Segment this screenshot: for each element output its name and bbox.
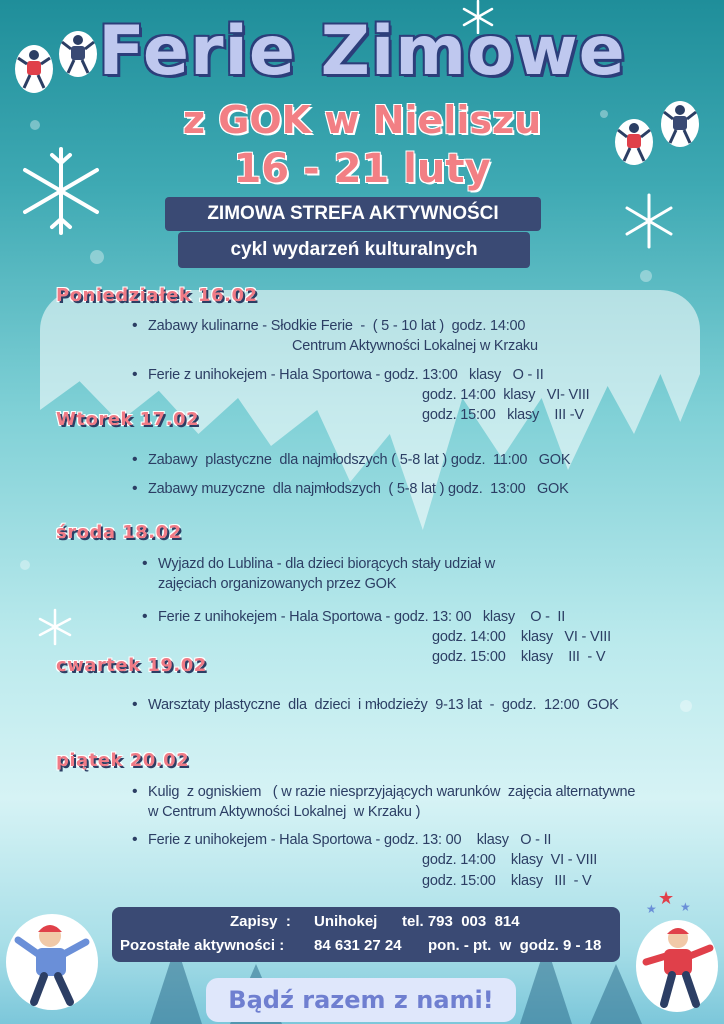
- schedule-item: • Warsztaty plastyczne dla dzieci i młodzieży 9-13 lat - godz. 12:00 GOK: [148, 697, 619, 713]
- banner-event-series: cykl wydarzeń kulturalnych: [178, 232, 530, 268]
- other-activities-phone[interactable]: 84 631 27 24: [314, 937, 402, 954]
- registration-label: Zapisy :: [230, 913, 291, 930]
- day-heading-monday: Poniedziałek 16.02: [56, 285, 258, 306]
- schedule-item-continuation: godz. 15:00 klasy III - V: [432, 649, 606, 665]
- schedule-item: • Ferie z unihokejem - Hala Sportowa - godz. 13:00 klasy O - II: [148, 367, 544, 383]
- bokeh-dot: [640, 270, 652, 282]
- day-heading-friday: piątek 20.02: [56, 750, 190, 771]
- snowflake-icon: [620, 192, 678, 250]
- schedule-item: • Kulig z ogniskiem ( w razie niesprzyjających warunków zajęcia alternatywne: [148, 784, 635, 800]
- day-heading-wednesday: środa 18.02: [56, 522, 182, 543]
- schedule-item-continuation: godz. 14:00 klasy VI - VIII: [432, 629, 611, 645]
- day-heading-tuesday: Wtorek 17.02: [56, 409, 200, 430]
- star-icon: ★: [680, 900, 691, 914]
- day-heading-thursday: cwartek 19.02: [56, 655, 207, 676]
- snowflake-icon: [36, 608, 74, 646]
- schedule-item: • Wyjazd do Lublina - dla dzieci biorących stały udział w: [158, 556, 495, 572]
- star-icon: ★: [646, 902, 657, 916]
- banner-activity-zone: ZIMOWA STREFA AKTYWNOŚCI: [165, 197, 541, 231]
- schedule-item-continuation: godz. 15:00 klasy III -V: [422, 407, 584, 423]
- other-activities-label: Pozostałe aktywności :: [120, 937, 285, 954]
- schedule-item-continuation: zajęciach organizowanych przez GOK: [158, 576, 397, 592]
- registration-phone[interactable]: tel. 793 003 814: [402, 913, 520, 930]
- schedule-item-continuation: godz. 15:00 klasy III - V: [422, 873, 592, 889]
- snow-angel-kid-icon: [4, 912, 100, 1012]
- subtitle-organizer: z GOK w Nieliszu: [182, 98, 542, 142]
- schedule-item: • Ferie z unihokejem - Hala Sportowa - godz. 13: 00 klasy O - II: [148, 832, 551, 848]
- schedule-item-continuation: Centrum Aktywności Lokalnej w Krzaku: [292, 338, 538, 354]
- bokeh-dot: [680, 700, 692, 712]
- registration-activity: Unihokej: [314, 913, 378, 930]
- cta-banner: Bądź razem z nami!: [206, 978, 516, 1022]
- schedule-item: • Zabawy kulinarne - Słodkie Ferie - ( 5 - 10 lat ) godz. 14:00: [148, 318, 525, 334]
- schedule-item-continuation: godz. 14:00 klasy VI- VIII: [422, 387, 590, 403]
- bokeh-dot: [20, 560, 30, 570]
- contact-box: [112, 907, 620, 962]
- schedule-item: • Ferie z unihokejem - Hala Sportowa - godz. 13: 00 klasy O - II: [158, 609, 565, 625]
- office-hours: pon. - pt. w godz. 9 - 18: [428, 937, 602, 954]
- bokeh-dot: [90, 250, 104, 264]
- schedule-item: • Zabawy plastyczne dla najmłodszych ( 5-8 lat ) godz. 11:00 GOK: [148, 452, 570, 468]
- main-title: Ferie Zimowe: [98, 12, 626, 91]
- schedule-item-continuation: w Centrum Aktywności Lokalnej w Krzaku ): [148, 804, 421, 820]
- schedule-item: • Zabawy muzyczne dla najmłodszych ( 5-8 lat ) godz. 13:00 GOK: [148, 481, 569, 497]
- subtitle-dates: 16 - 21 luty: [233, 146, 491, 192]
- star-icon: ★: [658, 888, 675, 909]
- snow-angel-kid-icon: [634, 918, 720, 1014]
- schedule-item-continuation: godz. 14:00 klasy VI - VIII: [422, 852, 598, 868]
